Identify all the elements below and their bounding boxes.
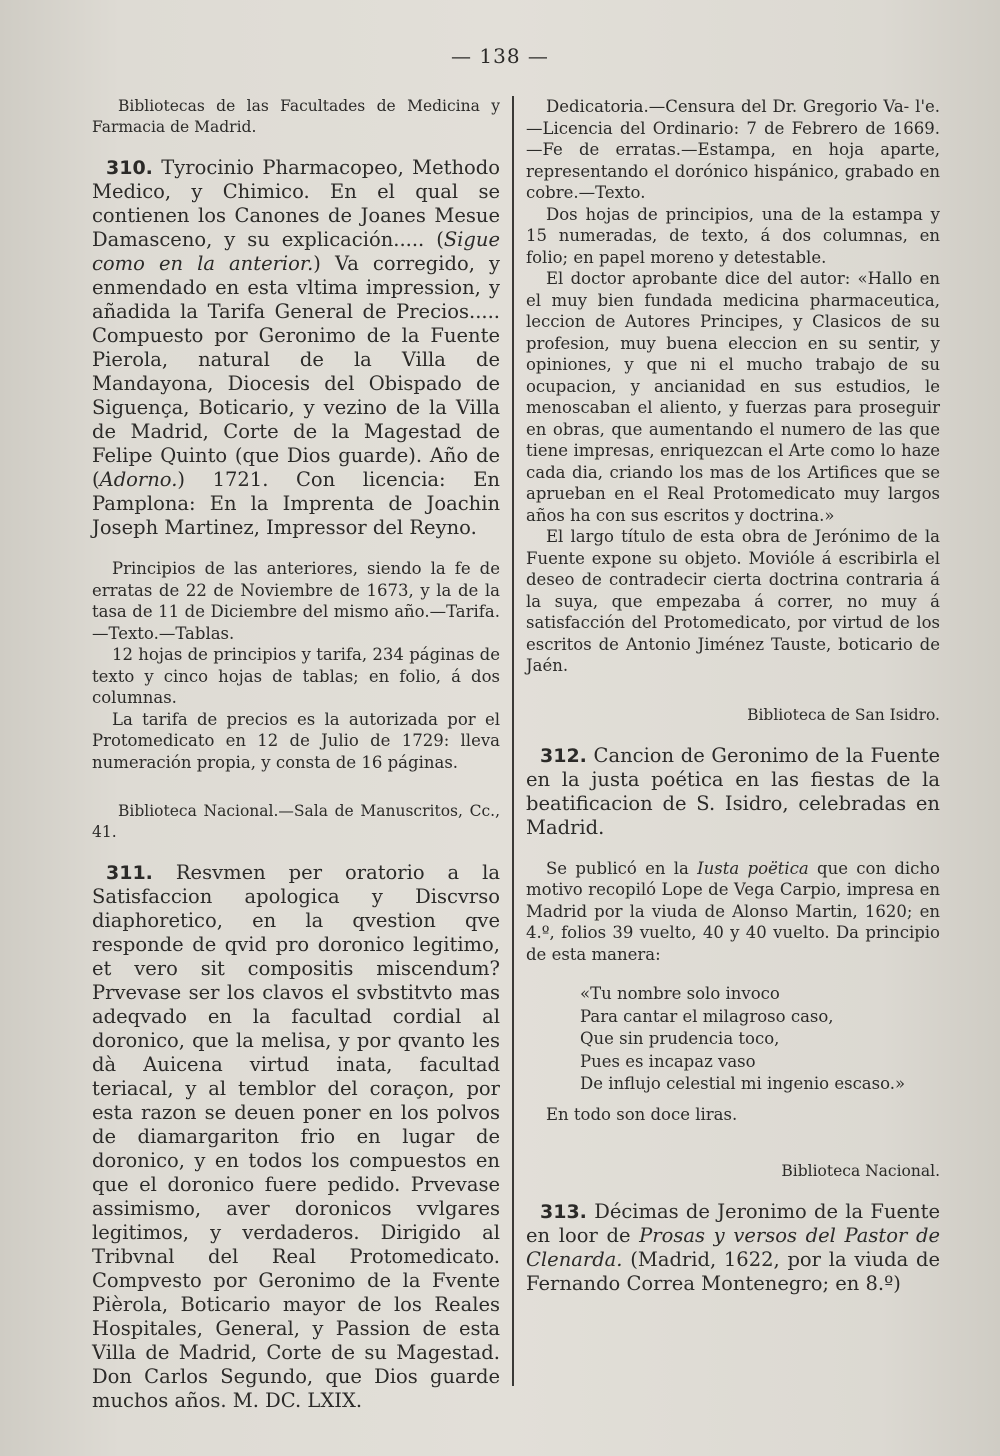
entry-313	[526, 1200, 940, 1296]
entry-number: 313.	[540, 1201, 587, 1223]
poem-line: Para cantar el milagroso caso,	[580, 1006, 834, 1026]
entry-312	[526, 744, 940, 840]
poem-line: «Tu nombre solo invoco	[580, 984, 780, 1003]
entry-text: Tyrocinio Pharmacopeo, Methodo Medico, y Chimico. En el qual se contienen los Canones de Joanes Mesue Damasceno, y su explicación..... (	[92, 156, 501, 251]
entry-text: Décimas de Jeronimo de la Fuente en loor de	[526, 1200, 940, 1247]
right-column	[526, 96, 940, 1296]
note-paragraph: El largo título de esta obra de Jerónimo de la Fuente expone su objeto. Movióle á escribirla el deseo de contradecir cierta doctrina contraria á la suya, que empezaba á correr, no muy á satisfacción del Protomedicato, por virtud de los escritos de Antonio Jiménez Tauste, boticario de Jaén.	[526, 527, 940, 675]
library-location: Biblioteca de San Isidro.	[747, 705, 940, 724]
note-paragraph: En todo son doce liras.	[546, 1104, 738, 1124]
entry-number: 310.	[106, 157, 153, 179]
poem-line: Que sin prudencia toco,	[580, 1029, 780, 1048]
poem-line: Pues es incapaz vaso	[580, 1051, 756, 1071]
entry-number: 312.	[540, 744, 587, 767]
entry-text: (Madrid, 1622, por la viuda de Fernando Correa Montenegro; en 8.º)	[526, 1248, 940, 1295]
poem-quote	[580, 983, 940, 1096]
entry-text: ) 1721. Con licencia: En Pamplona: En la Imprenta de Joachin Joseph Martinez, Impressor del Reyno.	[92, 468, 500, 539]
entry-italic: Sigue como en la anterior.	[92, 228, 500, 275]
note-paragraph: Dedicatoria.—Censura del Dr. Gregorio Va- l'e.—Licencia del Ordinario: 7 de Febrero de 1669.—Fe de erratas.—Estampa, en hoja aparte, representando el dorónico hispánico, grabado en cobre.—Texto.	[526, 97, 940, 202]
note-text: Se publicó en la	[546, 858, 698, 878]
entry-text: Cancion de Geronimo de la Fuente en la justa poética en las fiestas de la beatificacion de S. Isidro, celebradas en Madrid.	[526, 743, 941, 839]
entry-text: Resvmen per oratorio a la Satisfaccion apologica y Discvrso diaphoretico, en la qvestion qve responde de qvid pro doronico legitimo, et vero sit compositis miscendum? Prvevase ser los clavos el svbstitvto mas adeqvado en la facultad cordial al doronico, que la melisa, y por qvanto les dà Auicena virtud inata, facultad teriacal, y al temblor del coraçon, por esta razon se deuen poner en los polvos de diamargariton frio en lugar de doronico, y en todos los compuestos en que el doronico fuere pedido. Prvevase assimismo, aver doronicos vvlgares legitimos, y verdaderos. Dirigido al Tribvnal del Real Protomedicato. Compvesto por Geronimo de la Fvente Pièrola, Boticario mayor de los Reales Hospitales, General, y Passion de esta Villa de Madrid, Corte de su Magestad. Don Carlos Segundo, que Dios guarde muchos años. M. DC. LXIX.	[92, 861, 500, 1412]
page-number: — 138 —	[451, 44, 549, 68]
entry-number: 311.	[106, 862, 153, 884]
note-italic: Iusta poëtica	[697, 858, 809, 878]
note-paragraph	[526, 858, 940, 966]
note-paragraph: La tarifa de precios es la autorizada por el Protomedicato en 12 de Julio de 1729: lleva numeración propia, y consta de 16 páginas.	[92, 709, 500, 772]
library-location: Biblioteca Nacional.—Sala de Manuscritos, Cc., 41.	[92, 802, 500, 841]
library-location: Bibliotecas de las Facultades de Medicina y Farmacia de Madrid.	[92, 97, 500, 136]
note-paragraph: El doctor aprobante dice del autor: «Hallo en el muy bien fundada medicina pharmaceutica, leccion de Autores Principes, y Clasicos de su profesion, muy buena eleccion en su sentir, y opiniones, y que ni el mucho trabajo de su ocupacion, y ancianidad en sus estudios, le menoscaban el aliento, y fuerzas para proseguir en obras, que aumentando el numero de las que tiene impresas, enriquezcan el Arte como lo haze cada dia, criando los mas de los Artifices que se aprueban en el Real Protomedicato muy largos años ha con sus escritos y doctrina.»	[526, 269, 940, 525]
entry-italic: Adorno.	[99, 468, 178, 491]
entry-text: ) Va corregido, y enmendado en esta vltima impression, y añadida la Tarifa General de Precios..... Compuesto por Geronimo de la Fuente Pierola, natural de la Villa de Mandayona, Diocesis del Obispado de Siguença, Boticario, y vezino de la Villa de Madrid, Corte de la Magestad de Felipe Quinto (que Dios guarde). Año de (	[92, 252, 500, 491]
entry-311	[92, 861, 500, 1413]
entry-italic: Prosas y versos del Pastor de Clenarda.	[526, 1224, 940, 1271]
note-paragraph: Dos hojas de principios, una de la estampa y 15 numeradas, de texto, á dos columnas, en folio; en papel moreno y detestable.	[526, 204, 940, 267]
library-location: Biblioteca Nacional.	[781, 1162, 940, 1180]
note-paragraph: 12 hojas de principios y tarifa, 234 páginas de texto y cinco hojas de tablas; en folio, á dos columnas.	[92, 645, 500, 707]
left-column	[92, 96, 500, 1413]
entry-310	[92, 156, 500, 540]
note-text: que con dicho motivo recopiló Lope de Vega Carpio, impresa en Madrid por la viuda de Alonso Martin, 1620; en 4.º, folios 39 vuelto, 40 y 40 vuelto. Da principio de esta manera:	[526, 858, 940, 964]
poem-line: De influjo celestial mi ingenio escaso.»	[580, 1074, 906, 1093]
note-paragraph: Principios de las anteriores, siendo la fe de erratas de 22 de Noviembre de 1673, y la de la tasa de 11 de Diciembre del mismo año.—Tarifa.—Texto.—Tablas.	[92, 559, 500, 643]
column-divider	[512, 96, 514, 1386]
